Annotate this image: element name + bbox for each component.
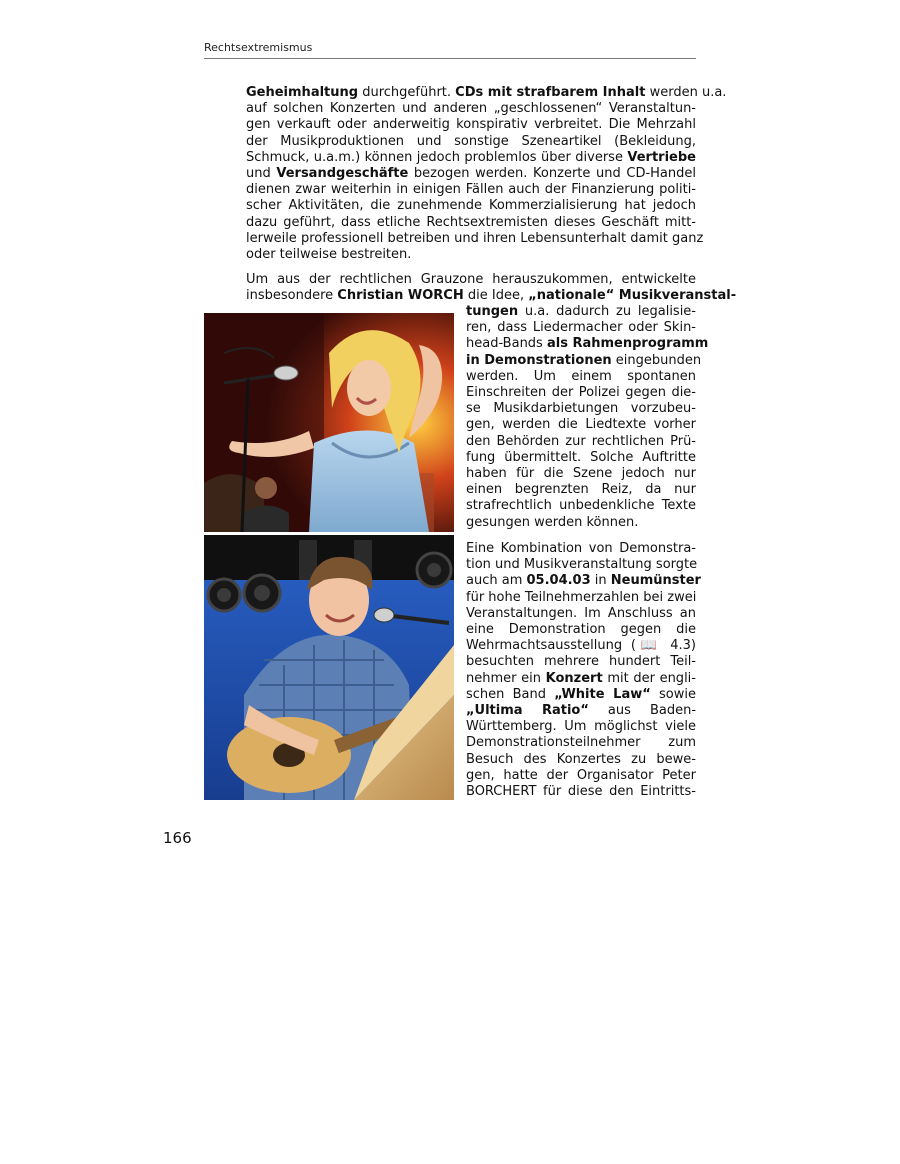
text-line (466, 671, 696, 687)
body-text: schen Band (466, 686, 555, 702)
body-text: werden. Um einem spontanen (466, 368, 696, 384)
text-line (246, 182, 696, 198)
body-text: gesungen werden können. (466, 514, 639, 530)
body-text: und (246, 166, 277, 182)
body-text: Wehrmachtsausstellung (📖 4.3) (466, 638, 696, 654)
body-text: den Behörden zur rechtlichen Prü- (466, 433, 696, 449)
text-line (466, 557, 696, 573)
text-line (246, 117, 696, 133)
text-line (466, 466, 696, 482)
body-text: die Idee, (463, 288, 529, 304)
text-line (466, 401, 696, 417)
text-line (466, 784, 696, 800)
text-line (466, 573, 701, 589)
text-line (466, 752, 696, 768)
text-line (246, 101, 696, 117)
singer-illustration (204, 313, 454, 532)
body-text: strafrechtlich unbedenkliche Texte (466, 498, 696, 514)
body-text: Württemberg. Um möglichst viele (466, 719, 696, 735)
body-text: sowie (650, 686, 696, 702)
text-line (466, 515, 696, 531)
text-line (466, 352, 702, 369)
text-line (466, 304, 696, 320)
text-line (246, 215, 696, 231)
body-text: oder teilweise bestreiten. (246, 247, 412, 263)
paragraph-2-intro (246, 272, 737, 304)
body-text: gen, werden die Liedtexte vorher (466, 417, 696, 433)
body-text: u.a. dadurch zu legalisie- (518, 304, 696, 319)
emphasis-text: CDs mit strafbarem Inhalt (455, 85, 646, 100)
body-text: gen, hatte der Organisator Peter (466, 767, 696, 783)
text-line (246, 230, 704, 247)
text-line (246, 288, 737, 304)
body-text: scher Aktivitäten, die zunehmende Kommerzialisierung hat jedoch (246, 198, 696, 214)
emphasis-text: in Demonstrationen (466, 352, 612, 368)
body-text: werden u.a. (645, 85, 727, 100)
text-line (466, 638, 696, 654)
emphasis-text: Vertriebe (627, 149, 696, 165)
text-line (466, 719, 696, 735)
text-line (246, 134, 696, 150)
text-line (466, 450, 696, 466)
running-header (204, 42, 696, 59)
text-line (246, 198, 696, 214)
body-text: fung übermittelt. Solche Auftritte (466, 449, 696, 465)
body-text: Schmuck, u.a.m.) können jedoch problemlos über diverse (246, 149, 628, 165)
text-line (466, 768, 696, 784)
paragraph-2-column (466, 304, 709, 531)
paragraph-1 (246, 85, 727, 263)
body-text: gen verkauft oder anderweitig konspirativ verbreitet. Die Mehrzahl (246, 117, 696, 133)
body-text: se Musikdarbietungen vorzubeu- (466, 401, 696, 417)
text-line (466, 482, 696, 498)
text-line (466, 606, 696, 622)
text-line (466, 622, 696, 638)
text-line (246, 247, 696, 263)
body-text: dazu geführt, dass etliche Rechtsextremisten dieses Geschäft mitt- (246, 214, 696, 230)
body-text: besuchten mehrere hundert Teil- (466, 654, 696, 670)
body-text: Besuch des Konzertes zu bewe- (466, 751, 696, 767)
text-line (466, 703, 696, 719)
body-text: Demonstrationsteilnehmer zum (466, 735, 696, 751)
text-line (466, 369, 696, 385)
emphasis-text: Christian WORCH (337, 288, 464, 304)
emphasis-text: 05.04.03 (526, 573, 591, 589)
body-text: einen begrenzten Reiz, da nur (466, 482, 696, 498)
body-text: eingebunden (611, 352, 702, 368)
text-line (466, 654, 696, 670)
body-text: BORCHERT für diese den Eintritts- (466, 784, 696, 800)
emphasis-text: tungen (466, 304, 519, 319)
text-line (466, 687, 696, 703)
text-line (466, 417, 696, 433)
emphasis-text: Neumünster (610, 573, 701, 589)
running-title: Rechtsextremismus (204, 41, 313, 54)
body-text: auf solchen Konzerten und anderen „geschlossenen“ Veranstaltun- (246, 101, 696, 117)
body-text: eine Demonstration gegen die (466, 622, 696, 638)
text-line (466, 385, 696, 401)
text-line (246, 150, 696, 166)
text-line (466, 336, 709, 352)
body-text: für hohe Teilnehmerzahlen bei zwei (466, 589, 697, 605)
body-text: ren, dass Liedermacher oder Skin- (466, 320, 696, 336)
body-text: nehmer ein (466, 670, 546, 686)
concert-photo-singer (204, 313, 454, 532)
guitarist-illustration (204, 535, 454, 800)
body-text: auch am (466, 573, 527, 589)
body-text: tion und Musikveranstaltung sorgte (466, 557, 698, 573)
emphasis-text: „nationale“ Musikveranstal- (528, 288, 737, 304)
body-text: in (590, 573, 611, 589)
emphasis-text: „Ultima Ratio“ (466, 703, 589, 719)
text-line (466, 434, 696, 450)
text-line (466, 320, 696, 336)
body-text: Eine Kombination von Demonstra- (466, 541, 696, 556)
emphasis-text: Versandgeschäfte (276, 166, 409, 182)
text-line (466, 541, 696, 557)
text-line (466, 498, 696, 514)
body-text: Einschreiten der Polizei gegen die- (466, 385, 696, 401)
emphasis-text: Konzert (545, 670, 603, 686)
paragraph-3 (466, 541, 701, 800)
body-text: aus Baden- (588, 703, 697, 719)
body-text: head-Bands (466, 336, 547, 352)
text-line (246, 85, 727, 101)
text-line (246, 166, 696, 182)
body-text: insbesondere (246, 288, 338, 304)
body-text: dienen zwar weiterhin in einigen Fällen auch der Finanzierung politi- (246, 182, 696, 198)
body-text: durchgeführt. (358, 85, 456, 100)
emphasis-text: Geheimhaltung (246, 85, 359, 100)
text-line (466, 590, 696, 606)
page-number: 166 (163, 829, 192, 847)
body-text: haben für die Szene jedoch nur (466, 466, 696, 482)
body-text: Um aus der rechtlichen Grauzone herauszukommen, entwickelte (246, 272, 696, 287)
emphasis-text: als Rahmenprogramm (546, 336, 709, 352)
body-text: mit der engli- (602, 670, 696, 686)
body-text: bezogen werden. Konzerte und CD-Handel (408, 166, 696, 182)
text-line (246, 272, 696, 288)
body-text: der Musikproduktionen und sonstige Szeneartikel (Bekleidung, (246, 133, 696, 149)
text-line (466, 735, 696, 751)
body-text: lerweile professionell betreiben und ihren Lebensunterhalt damit ganz (246, 230, 704, 246)
concert-photo-guitarist (204, 535, 454, 800)
emphasis-text: „White Law“ (554, 686, 651, 702)
body-text: Veranstaltungen. Im Anschluss an (466, 605, 696, 621)
